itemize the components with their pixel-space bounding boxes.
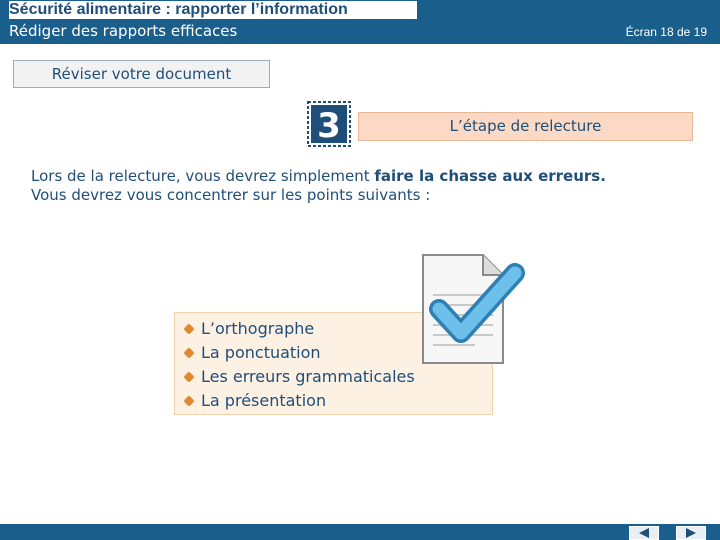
intro-line2: Vous devrez vous concentrer sur les points suivants :: [31, 186, 431, 204]
intro-text: [31, 167, 681, 205]
module-title: Rédiger des rapports efficaces: [9, 22, 238, 40]
section-label: Réviser votre document: [13, 60, 270, 88]
step-title: L’étape de relecture: [358, 112, 693, 141]
list-item: [185, 365, 492, 389]
list-item-label: La ponctuation: [201, 343, 321, 362]
next-arrow-icon: [684, 528, 698, 538]
bullet-icon: [183, 371, 194, 382]
screen-counter: Écran 18 de 19: [625, 25, 707, 39]
step-number: 3: [317, 106, 341, 146]
intro-line1-emphasis: faire la chasse aux erreurs.: [374, 167, 606, 185]
previous-button[interactable]: [629, 526, 659, 540]
document-check-icon: [415, 251, 530, 366]
previous-arrow-icon: [637, 528, 651, 538]
intro-line1-prefix: Lors de la relecture, vous devrez simplement: [31, 167, 375, 185]
list-item-label: L’orthographe: [201, 319, 315, 338]
header-bar: [0, 0, 720, 44]
list-item-label: La présentation: [201, 391, 327, 410]
course-title: Sécurité alimentaire : rapporter l’information: [9, 1, 417, 19]
bullet-icon: [183, 323, 194, 334]
bullet-icon: [183, 347, 194, 358]
next-button[interactable]: [676, 526, 706, 540]
bullet-icon: [183, 395, 194, 406]
list-item: [185, 389, 492, 413]
list-item-label: Les erreurs grammaticales: [201, 367, 415, 386]
step-number-icon: [302, 100, 352, 148]
footer-bar: [0, 524, 720, 540]
